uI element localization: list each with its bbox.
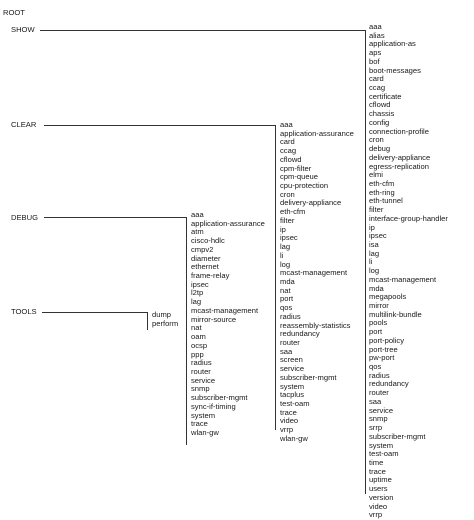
debug-subcommand-item: cmpv2 bbox=[191, 244, 214, 254]
show-subcommand-item: port-tree bbox=[369, 344, 398, 354]
debug-subcommand-item: l2tp bbox=[191, 288, 204, 298]
clear-subcommand-item: test-oam bbox=[280, 399, 310, 408]
debug-subcommand-item: radius bbox=[191, 358, 212, 368]
show-subcommand-item: radius bbox=[369, 370, 390, 380]
show-subcommand-item: multilink-bundle bbox=[369, 309, 422, 319]
show-subcommand-item: aaa bbox=[369, 22, 382, 31]
debug-connector-line bbox=[44, 217, 186, 218]
clear-subcommand-item: saa bbox=[280, 346, 293, 356]
debug-subcommand-item: service bbox=[191, 375, 216, 385]
show-subcommand-item: delivery-appliance bbox=[369, 152, 431, 162]
clear-subcommand-item: application-assurance bbox=[280, 128, 354, 138]
debug-subcommand-list bbox=[191, 211, 265, 438]
show-subcommand-item: service bbox=[369, 405, 394, 415]
clear-subcommand-item: aaa bbox=[280, 120, 293, 129]
debug-subcommand-item: aaa bbox=[191, 210, 204, 219]
show-subcommand-item: eth-ring bbox=[369, 187, 395, 197]
clear-subcommand-item: cflowd bbox=[280, 154, 302, 164]
show-subcommand-item: config bbox=[369, 117, 390, 127]
debug-subcommand-item: subscriber-mgmt bbox=[191, 393, 248, 403]
show-subcommand-item: pw-port bbox=[369, 353, 395, 363]
show-connector-line bbox=[40, 30, 365, 31]
show-subcommand-item: redundancy bbox=[369, 379, 409, 389]
clear-subcommand-item: card bbox=[280, 137, 295, 147]
show-subcommand-item: saa bbox=[369, 396, 382, 406]
debug-subcommand-item: mcast-management bbox=[191, 305, 259, 315]
show-subcommand-item: cron bbox=[369, 135, 384, 145]
show-label: SHOW bbox=[11, 25, 35, 34]
clear-subcommand-item: reassembly-statistics bbox=[280, 320, 351, 330]
show-subcommand-item: pools bbox=[369, 318, 388, 328]
show-subcommand-item: snmp bbox=[369, 414, 388, 424]
show-subcommand-item: ip bbox=[369, 222, 375, 232]
clear-subcommand-item: qos bbox=[280, 303, 293, 313]
tools-subcommand-item: perform bbox=[152, 318, 179, 328]
clear-subcommand-item: mda bbox=[280, 276, 295, 286]
clear-subcommand-item: lag bbox=[280, 242, 291, 252]
show-subcommand-item: isa bbox=[369, 239, 379, 249]
clear-connector-line bbox=[44, 125, 275, 126]
show-subcommand-item: uptime bbox=[369, 475, 392, 485]
clear-subcommand-item: mcast-management bbox=[280, 268, 348, 278]
clear-subcommand-item: ccag bbox=[280, 146, 297, 156]
tools-connector-line bbox=[42, 312, 147, 313]
show-subcommand-item: aps bbox=[369, 48, 382, 58]
debug-bracket-line bbox=[186, 217, 187, 445]
show-subcommand-item: system bbox=[369, 440, 394, 450]
debug-subcommand-item: nat bbox=[191, 323, 202, 333]
show-subcommand-item: users bbox=[369, 484, 388, 494]
show-subcommand-item: chassis bbox=[369, 109, 395, 119]
show-subcommand-item: li bbox=[369, 257, 373, 267]
debug-subcommand-item: sync-if-timing bbox=[191, 401, 236, 411]
show-bracket-line bbox=[365, 30, 366, 494]
show-subcommand-item: time bbox=[369, 457, 384, 467]
debug-subcommand-item: wlan-gw bbox=[191, 427, 219, 437]
clear-subcommand-item: li bbox=[280, 250, 284, 260]
tools-label: TOOLS bbox=[11, 307, 37, 316]
clear-subcommand-item: subscriber-mgmt bbox=[280, 372, 337, 382]
debug-subcommand-item: ocsp bbox=[191, 340, 208, 350]
show-subcommand-item: log bbox=[369, 266, 380, 276]
debug-label: DEBUG bbox=[11, 213, 39, 222]
clear-subcommand-item: ip bbox=[280, 224, 286, 234]
debug-subcommand-item: ppp bbox=[191, 349, 204, 359]
show-subcommand-item: port-policy bbox=[369, 335, 405, 345]
tools-bracket-line bbox=[147, 312, 148, 330]
show-subcommand-item: srrp bbox=[369, 423, 383, 433]
clear-subcommand-item: filter bbox=[280, 215, 295, 225]
show-subcommand-item: mda bbox=[369, 283, 384, 293]
debug-subcommand-item: application-assurance bbox=[191, 218, 265, 228]
clear-subcommand-item: service bbox=[280, 364, 305, 374]
debug-subcommand-item: trace bbox=[191, 419, 208, 429]
show-subcommand-item: ipsec bbox=[369, 231, 387, 241]
debug-subcommand-item: cisco-hdlc bbox=[191, 236, 225, 246]
root-label: ROOT bbox=[3, 8, 25, 17]
show-subcommand-item: eth-tunnel bbox=[369, 196, 403, 206]
debug-subcommand-item: lag bbox=[191, 297, 202, 307]
show-subcommand-item: lag bbox=[369, 248, 380, 258]
show-subcommand-item: boot-messages bbox=[369, 65, 421, 75]
clear-label: CLEAR bbox=[11, 120, 37, 129]
clear-subcommand-item: vrrp bbox=[280, 425, 294, 435]
clear-subcommand-item: tacplus bbox=[280, 390, 305, 400]
clear-subcommand-item: eth-cfm bbox=[280, 207, 306, 217]
show-subcommand-item: port bbox=[369, 327, 383, 337]
clear-subcommand-item: wlan-gw bbox=[280, 433, 308, 443]
clear-subcommand-item: radius bbox=[280, 311, 301, 321]
debug-subcommand-item: ethernet bbox=[191, 262, 219, 272]
clear-subcommand-item: screen bbox=[280, 355, 303, 365]
show-subcommand-item: filter bbox=[369, 205, 384, 215]
show-subcommand-item: bof bbox=[369, 56, 380, 66]
debug-subcommand-item: mirror-source bbox=[191, 314, 237, 324]
clear-subcommand-item: cpm-queue bbox=[280, 172, 318, 182]
debug-subcommand-item: atm bbox=[191, 227, 204, 237]
show-subcommand-item: connection-profile bbox=[369, 126, 429, 136]
show-subcommand-item: cflowd bbox=[369, 100, 391, 110]
show-subcommand-item: vrrp bbox=[369, 510, 383, 520]
clear-subcommand-item: video bbox=[280, 416, 299, 426]
clear-subcommand-item: nat bbox=[280, 285, 291, 295]
show-subcommand-item: alias bbox=[369, 30, 385, 40]
clear-subcommand-item: redundancy bbox=[280, 329, 320, 339]
clear-subcommand-item: delivery-appliance bbox=[280, 198, 342, 208]
debug-subcommand-item: router bbox=[191, 366, 211, 376]
clear-subcommand-item: cpm-filter bbox=[280, 163, 312, 173]
show-subcommand-item: elmi bbox=[369, 170, 383, 180]
show-subcommand-item: test-oam bbox=[369, 449, 399, 459]
show-subcommand-item: card bbox=[369, 74, 384, 84]
debug-subcommand-item: diameter bbox=[191, 253, 221, 263]
show-subcommand-item: egress-replication bbox=[369, 161, 429, 171]
show-subcommand-item: application-as bbox=[369, 39, 416, 49]
clear-subcommand-item: ipsec bbox=[280, 233, 298, 243]
clear-subcommand-item: system bbox=[280, 381, 305, 391]
show-subcommand-item: eth-cfm bbox=[369, 178, 395, 188]
clear-subcommand-item: log bbox=[280, 259, 291, 269]
debug-subcommand-item: frame-relay bbox=[191, 271, 230, 281]
show-subcommand-item: subscriber-mgmt bbox=[369, 431, 426, 441]
show-subcommand-item: video bbox=[369, 501, 388, 511]
tools-subcommand-list bbox=[152, 311, 178, 328]
show-subcommand-item: interface-group-handler bbox=[369, 213, 448, 223]
debug-subcommand-item: system bbox=[191, 410, 216, 420]
show-subcommand-item: trace bbox=[369, 466, 386, 476]
clear-subcommand-item: port bbox=[280, 294, 294, 304]
clear-subcommand-item: trace bbox=[280, 407, 297, 417]
show-subcommand-item: debug bbox=[369, 144, 391, 154]
clear-subcommand-item: router bbox=[280, 337, 300, 347]
show-subcommand-item: megapools bbox=[369, 292, 407, 302]
show-subcommand-item: qos bbox=[369, 362, 382, 372]
show-subcommand-item: mcast-management bbox=[369, 274, 437, 284]
show-subcommand-item: version bbox=[369, 492, 394, 502]
show-subcommand-item: mirror bbox=[369, 301, 389, 310]
debug-subcommand-item: ipsec bbox=[191, 279, 209, 289]
show-subcommand-item: ccag bbox=[369, 83, 386, 93]
show-subcommand-item: router bbox=[369, 388, 389, 398]
show-subcommand-item: certificate bbox=[369, 91, 402, 101]
show-subcommand-list bbox=[369, 23, 448, 520]
clear-bracket-line bbox=[275, 125, 276, 430]
clear-subcommand-list bbox=[280, 121, 354, 444]
clear-subcommand-item: cron bbox=[280, 189, 295, 199]
debug-subcommand-item: snmp bbox=[191, 384, 210, 394]
debug-subcommand-item: oam bbox=[191, 332, 206, 342]
clear-subcommand-item: cpu-protection bbox=[280, 181, 329, 191]
tools-subcommand-item: dump bbox=[152, 310, 171, 319]
